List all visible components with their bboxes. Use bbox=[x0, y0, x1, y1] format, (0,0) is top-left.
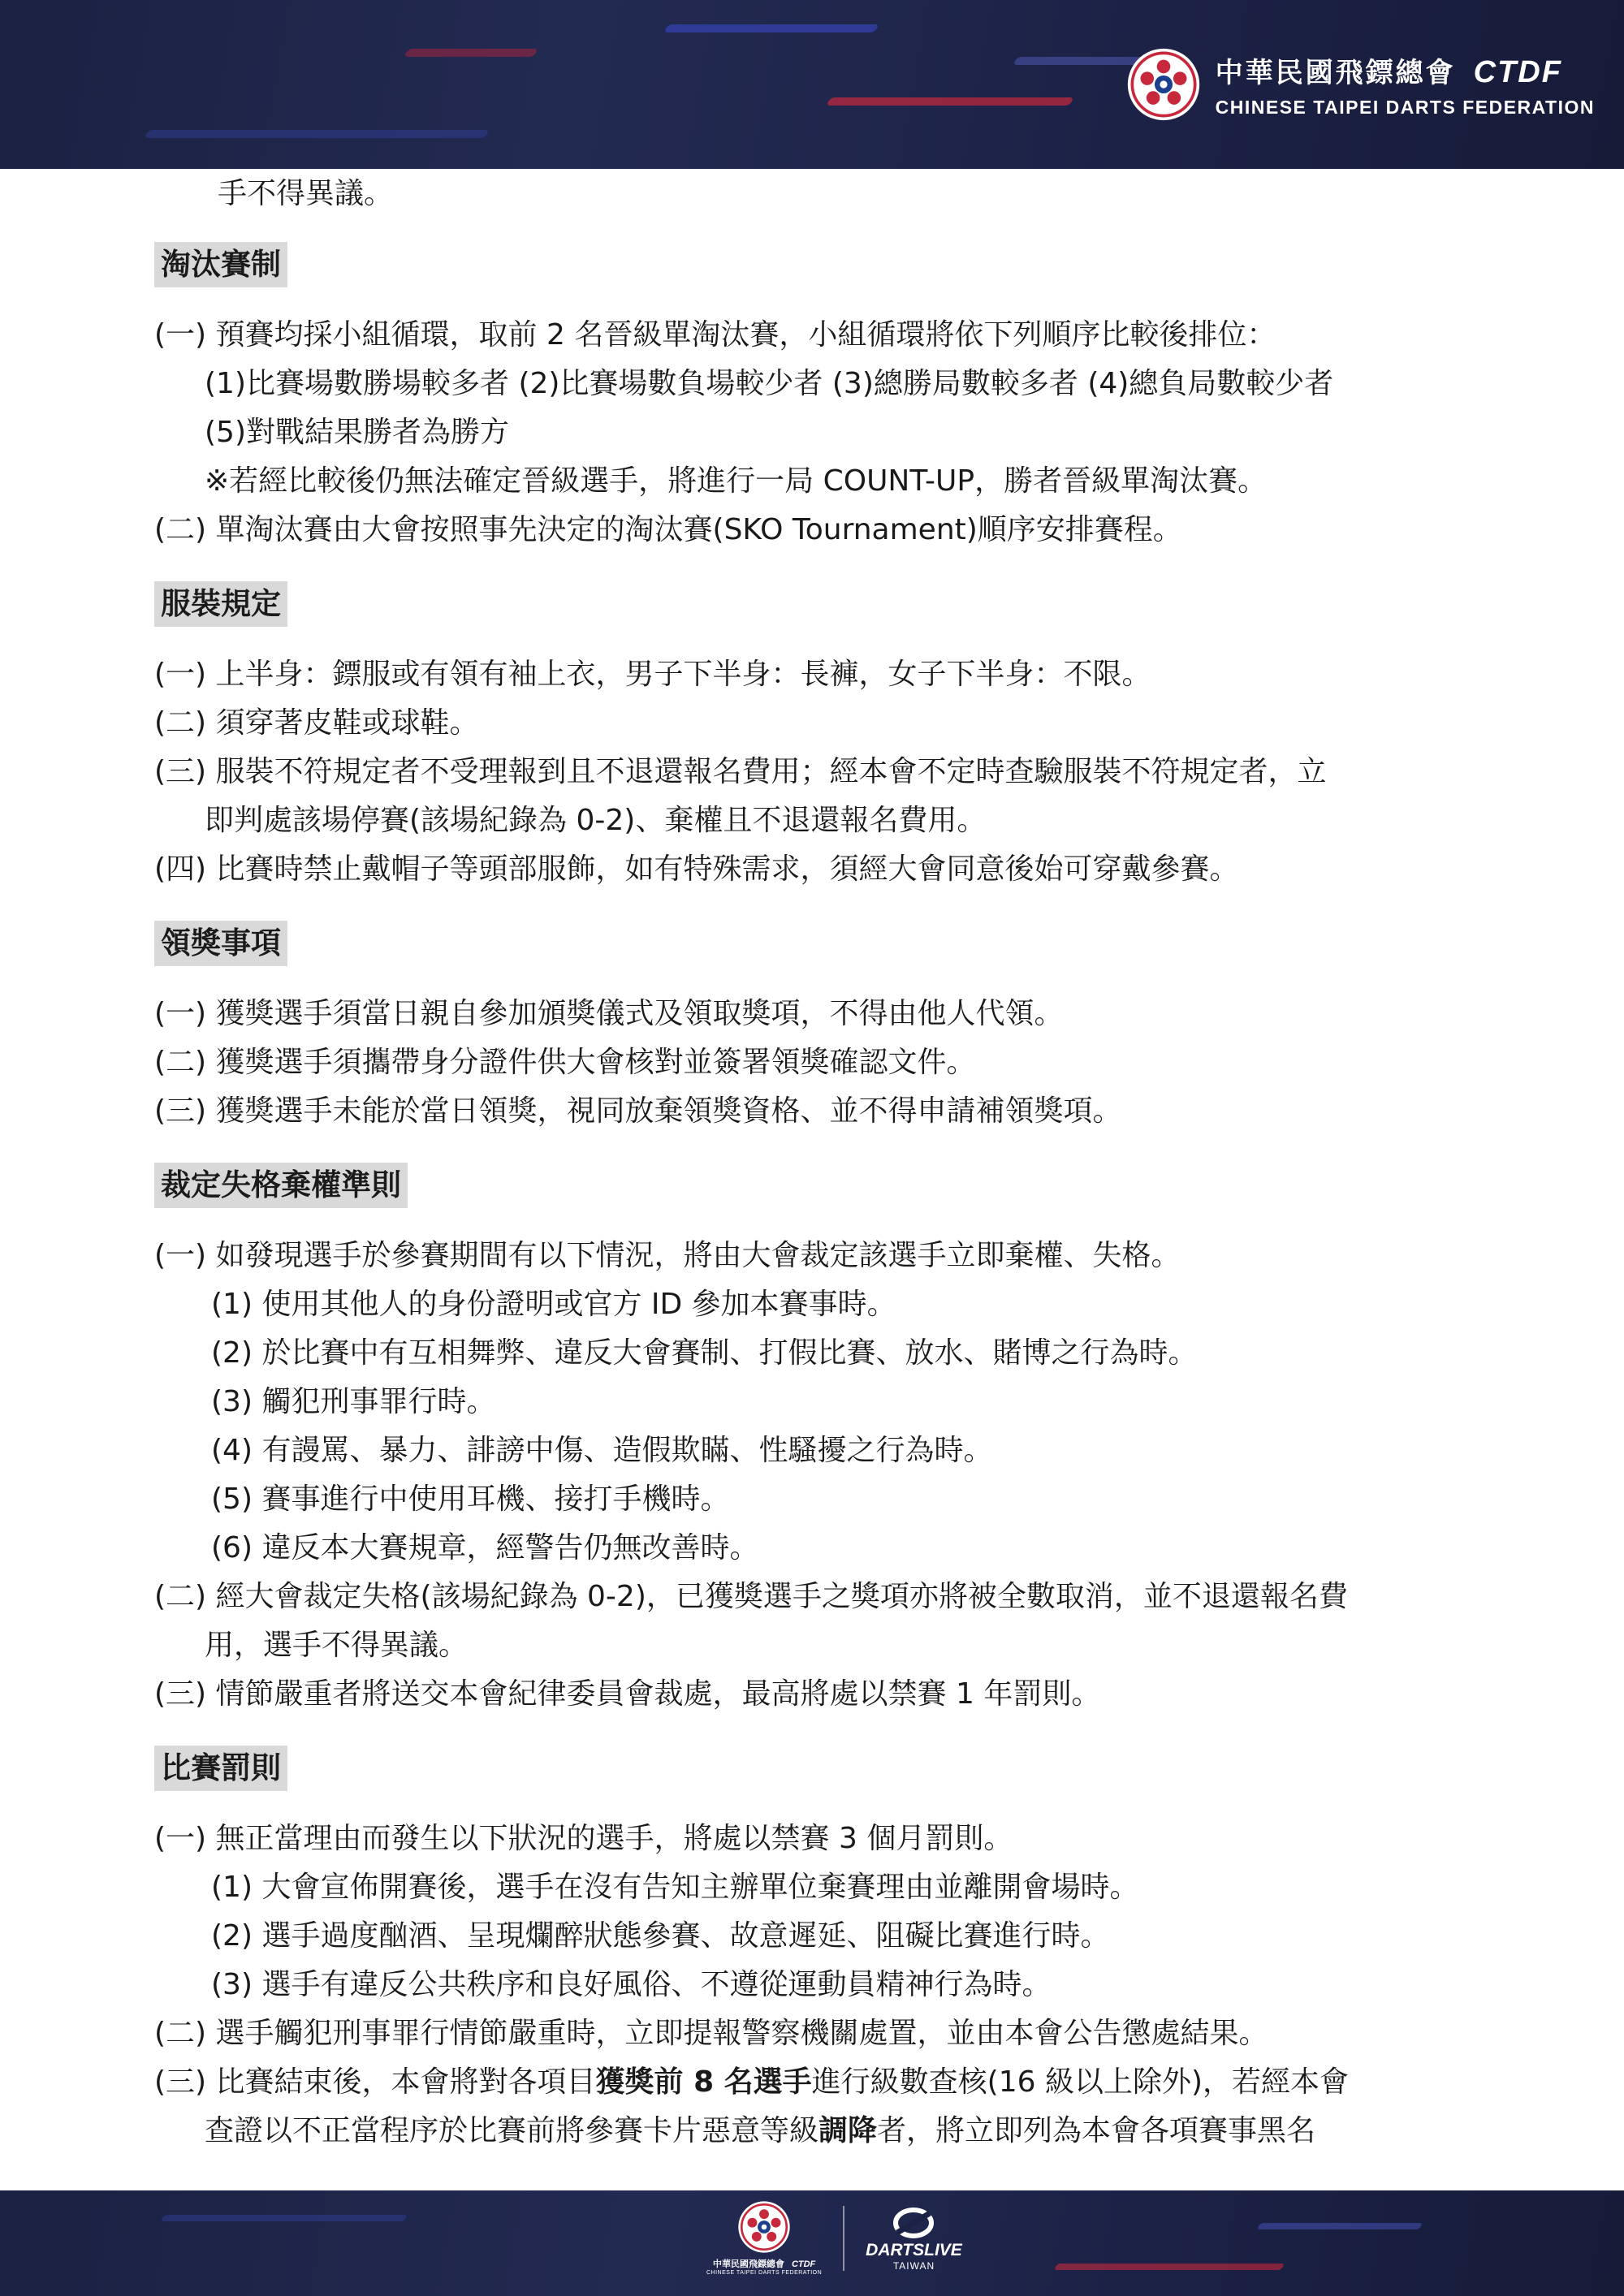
partner-region: TAIWAN bbox=[892, 2259, 935, 2272]
paragraph: (一) 預賽均採小組循環，取前 2 名晉級單淘汰賽，小組循環將依下列順序比較後排位： bbox=[154, 318, 1276, 352]
paragraph-note: ※若經比較後仍無法確定晉級選手，將進行一局 COUNT-UP，勝者晉級單淘汰賽。 bbox=[205, 464, 1268, 498]
paragraph: (三) 服裝不符規定者不受理報到且不退還報名費用；經本會不定時查驗服裝不符規定者，立 bbox=[154, 755, 1327, 788]
section-heading-penalty: 比賽罰則 bbox=[154, 1746, 287, 1791]
rules-document bbox=[0, 169, 1624, 2190]
paragraph: (二) 單淘汰賽由大會按照事先決定的淘汰賽(SKO Tournament)順序安排賽程。 bbox=[154, 513, 1182, 546]
footer-ctdf-en: CHINESE TAIPEI DARTS FEDERATION bbox=[706, 2270, 823, 2276]
footer-ctdf-logo bbox=[706, 2200, 822, 2276]
footer-dartslive-logo bbox=[866, 2205, 962, 2272]
header-banner bbox=[0, 0, 1624, 169]
org-abbr: CTDF bbox=[1473, 55, 1562, 89]
paragraph bbox=[154, 2064, 1349, 2101]
list-item: (3) 選手有違反公共秩序和良好風俗、不遵從運動員精神行為時。 bbox=[211, 1968, 1052, 2001]
paragraph: (二) 獲獎選手須攜帶身分證件供大會核對並簽署領獎確認文件。 bbox=[154, 1046, 976, 1079]
paragraph-continued bbox=[205, 2113, 1315, 2150]
text-run: 者，將立即列為本會各項賽事黑名 bbox=[877, 2114, 1316, 2147]
ctdf-emblem-icon bbox=[1126, 47, 1201, 122]
paragraph: (二) 選手觸犯刑事罪行情節嚴重時，立即提報警察機關處置，並由本會公告懲處結果。 bbox=[154, 2017, 1268, 2050]
decorative-streak bbox=[404, 49, 538, 57]
decorative-streak bbox=[144, 130, 490, 138]
footer-banner bbox=[0, 2190, 1624, 2296]
decorative-streak bbox=[826, 97, 1074, 106]
bold-text-run: 調降 bbox=[818, 2114, 878, 2147]
text-run: 進行級數查核(16 級以上除外)，若經本會 bbox=[811, 2065, 1350, 2099]
list-item: (1) 大會宣佈開賽後，選手在沒有告知主辦單位棄賽理由並離開會場時。 bbox=[211, 1871, 1139, 1904]
list-item: (1) 使用其他人的身份證明或官方 ID 參加本賽事時。 bbox=[211, 1288, 896, 1321]
paragraph: (三) 情節嚴重者將送交本會紀律委員會裁處，最高將處以禁賽 1 年罰則。 bbox=[154, 1677, 1101, 1711]
paragraph: (一) 上半身：鏢服或有領有袖上衣，男子下半身：長褲，女子下半身：不限。 bbox=[154, 658, 1151, 691]
paragraph: (三) 獲獎選手未能於當日領獎，視同放棄領獎資格、並不得申請補領獎項。 bbox=[154, 1094, 1122, 1128]
carry-over-line: 手不得異議。 bbox=[218, 177, 394, 210]
ctdf-logo bbox=[1126, 47, 1595, 122]
paragraph: (一) 如發現選手於參賽期間有以下情況，將由大會裁定該選手立即棄權、失格。 bbox=[154, 1239, 1181, 1272]
list-item: (2) 於比賽中有互相舞弊、違反大會賽制、打假比賽、放水、賭博之行為時。 bbox=[211, 1336, 1198, 1370]
decorative-streak bbox=[1054, 2264, 1285, 2270]
paragraph-criteria: (5)對戰結果勝者為勝方 bbox=[205, 416, 509, 449]
paragraph-continued: 即判處該場停賽(該場紀錄為 0-2)、棄權且不退還報名費用。 bbox=[205, 804, 987, 837]
footer-ctdf-abbr: CTDF bbox=[791, 2259, 816, 2269]
paragraph-continued: 用，選手不得異議。 bbox=[205, 1629, 469, 1662]
list-item: (6) 違反本大賽規章，經警告仍無改善時。 bbox=[211, 1531, 759, 1564]
footer-ctdf-name bbox=[713, 2257, 815, 2270]
footer-divider bbox=[843, 2206, 844, 2271]
org-name-en: CHINESE TAIPEI DARTS FEDERATION bbox=[1215, 97, 1595, 118]
footer-ctdf-cn: 中華民國飛鏢總會 bbox=[712, 2259, 784, 2269]
list-item: (5) 賽事進行中使用耳機、接打手機時。 bbox=[211, 1482, 730, 1516]
footer-logos bbox=[706, 2200, 962, 2276]
section-heading-award: 領獎事項 bbox=[154, 921, 287, 966]
list-item: (3) 觸犯刑事罪行時。 bbox=[211, 1385, 496, 1418]
paragraph: (二) 須穿著皮鞋或球鞋。 bbox=[154, 706, 479, 740]
decorative-streak bbox=[663, 24, 879, 32]
section-heading-knockout: 淘汰賽制 bbox=[154, 242, 287, 287]
partner-name: DARTSLIVE bbox=[866, 2240, 962, 2259]
org-name-cn: 中華民國飛鏢總會 bbox=[1215, 57, 1456, 89]
paragraph: (一) 無正當理由而發生以下狀況的選手，將處以禁賽 3 個月罰則。 bbox=[154, 1822, 1013, 1855]
dartslive-logo-icon bbox=[889, 2205, 938, 2241]
paragraph-criteria: (1)比賽場數勝場較多者 (2)比賽場數負場較少者 (3)總勝局數較多者 (4)總負局數較少者 bbox=[205, 367, 1334, 400]
list-item: (4) 有謾罵、暴力、誹謗中傷、造假欺瞞、性騷擾之行為時。 bbox=[211, 1434, 993, 1467]
decorative-streak bbox=[1257, 2223, 1423, 2229]
section-heading-disqualify: 裁定失格棄權準則 bbox=[154, 1163, 408, 1208]
text-run: 查證以不正當程序於比賽前將參賽卡片惡意等級 bbox=[205, 2114, 819, 2147]
text-run: (三) 比賽結束後，本會將對各項目 bbox=[154, 2065, 596, 2099]
paragraph: (一) 獲獎選手須當日親自參加頒獎儀式及領取獎項，不得由他人代領。 bbox=[154, 997, 1064, 1030]
paragraph: (二) 經大會裁定失格(該場紀錄為 0-2)，已獲獎選手之獎項亦將被全數取消，並不退還報名費 bbox=[154, 1580, 1348, 1613]
decorative-streak bbox=[161, 2215, 408, 2221]
bold-text-run: 獲獎前 8 名選手 bbox=[595, 2065, 812, 2099]
section-heading-dress: 服裝規定 bbox=[154, 581, 287, 627]
paragraph: (四) 比賽時禁止戴帽子等頭部服飾，如有特殊需求，須經大會同意後始可穿戴參賽。 bbox=[154, 852, 1239, 886]
list-item: (2) 選手過度酗酒、呈現爛醉狀態參賽、故意遲延、阻礙比賽進行時。 bbox=[211, 1919, 1110, 1953]
ctdf-emblem-icon bbox=[737, 2200, 791, 2254]
